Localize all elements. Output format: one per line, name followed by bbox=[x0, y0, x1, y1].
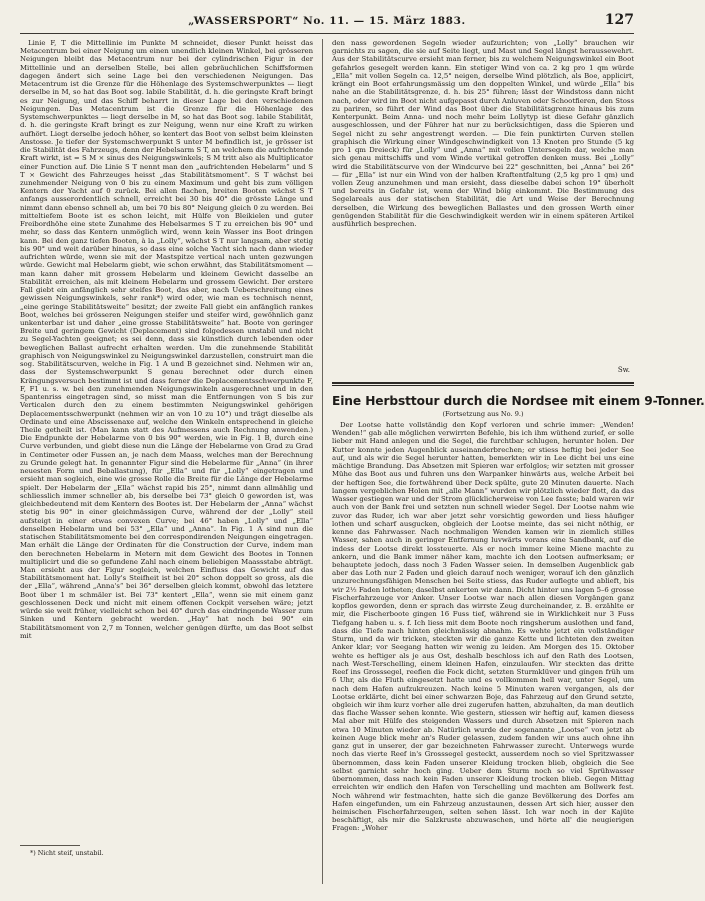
article-text: Der Lootse hatte vollständig den Kopf verloren und schrie immer: „Wenden! Wenden!“ gab alle möglichen verwirrten Befehle, bis ich ihm wüthend zurief, er solle lieber mit Hand anlegen und die Segel, die furchtbar schlugen, herunter holen. Der Kutter konnte jeden Augenblick auseinanderbrechen; er stiess heftig bei jeder See auf, und als wir die Segel herunter hatten, bemerkten wir in Lee dicht bei uns eine mächtige Brandung. Das Absetzen mit Spieren war erfolglos; wir setzten mit grosser Mühe das Boot aus und fuhren uns den Warpanker hinwärts aus, welche Arbeit bei der heftigen See, die fortwährend über Deck spülte, gute 20 Minuten dauerte. Nach langem vergeblichen Holen mit „alle Mann“ wurden wir plötzlich wieder flott, da das Wasser gestiegen war und der Strom glücklicherweise von Lee fasste; bald waren wir auch von der Bank frei und setzten nun schnell wieder Segel. Der Lootse nahm wie zuvor das Ruder, ich war aber jetzt sehr vorsichtig geworden und liess häufiger lothen und scharf ausgucken, obgleich der Lootse meinte, das sei nicht nöthig, er kenne das Fahrwasser. Nach nochmaligen Wenden kamen wir in ziemlich stilles Wasser, sahen auch in geringer Entfernung luvwärts vorans eine Sandbank, auf die indess der Lootse direkt lossteuerte. Als er noch immer keine Miene machte zu ankern, und die Bank immer näher kam, machte ich den Lootsen aufmerksam; er behauptete jedoch, dass noch 3 Faden Wasser seien. In demselben Augenblick gab aber das Loth nur 2 Faden und gleich darauf noch weniger, worauf ich den gänzlich unzurechnungsfähigen Menschen bei Seite stiess, das Ruder auflegte und ablieft, bis wir 2½ Faden lotheten; daselbst ankerten wir dann. Dicht hinter uns lagen 5–6 grosse Fischerfahrzeuge vor Anker. Unser Lootse war nach allen diesen Vorgängen ganz kopflos geworden, denn er sprach das wirrste Zeug durcheinander, z. B. erzählte er mir, die Fischerboote gingen 16 Fuss tief, während sie in Wirklichkeit nur 3 Fuss Tiefgang haben u. s. f. Ich liess mit dem Boote noch ringsherum auslothen und fand, dass die Tiefe nach hinten gleichmässig abnahm. Es wehte jetzt ein vollständiger Sturm, und da wir tricken, steckten wir die ganze Kette und lichteten den zweiten Anker klar; vor Seegang hatten wir wenig zu leiden. Am Morgen des 15. Oktober wehte es heftiger als je aus Ost, deshalb beschloss ich auf den Rath des Lootsen, nach West-Terschelling, einem kleinen Hafen, einzulaufen. Wir steckten das dritte Reef ins Grosssegel, reefien die Fock dicht, setzten Sturmklüver und gingen früh um 6 Uhr, als die Fluth eingesetzt hatte und es vollkommen hell war, unter Segel, um nach dem Hafen aufzukreuzen. Nach keine 5 Minuten waren vergangen, als der Lootse erklärte, dicht bei einer schwarzen Boje, das Fahrzeug auf den Grund setzte, obgleich wir ihm kurz vorher alle drei zugerufen hatten, abzuhalten, da man deutlich das flache Wasser sehen konnte. Wie gestern, stiessen wir heftig auf, kamen diesess Mal aber mit Hülfe des steigenden Wassers und durch Absetzen mit Spieren nach etwa 10 Minuten wieder ab. Natürlich wurde der sogenannte „Lootse“ von jetzt ab keinen Auge blick mehr an's Ruder gelassen, zudem fanden wir uns auch ohne ihn ganz gut in unserer, der gar bezeichneten Fahrwasser zurecht. Unterwegs wurde noch das vierte Reef in's Grosssegel gesteckt, ausserdem noch so viel Spritzwasser übernommen, dass kein Faden unserer Kleidung trocken blieb, obgleich die See selbst garnicht sehr hoch ging. Ueber dem Sturm noch so viel Sprühwasser übernommen, dass nach kein Faden unserer Kleidung trocken blieb. Gegen Mittag erreichten wir endlich den Hafen von Terschelling und machten am Bollwerk fest. Noch während wir festmachten, hatte sich die ganze Bevölkerung des Dorfes am Hafen eingefunden, um ein Fahrzeug anzustaunen, dessen Art sich hier, ausser den heimischen Fischerfahrzeugen, selten sehen lässt. Ich war noch in der Kajüte beschäftigt, als mir die Salzkruste abzuwaschen, und hörte all' die neugierigen Fragen: „Woher bbox=[332, 421, 634, 833]
footnote: *) Nicht steif, unstabil. bbox=[30, 849, 104, 857]
left-column-text: Linie F, T die Mittellinie im Punkte M schneidet, dieser Punkt heisst das Metacentrum bei einer Neigung um einen unendlich kleinen Winkel, bei grösseren Neigungen bleibt das Metacentrum nur bei der cylindrischen Figur in der Mittellinie und an derselben Stelle, bei allen gebräuchlichen Schiffsformen dagegen ändert sich seine Lage bei den verschiedenen Neigungen. Das Metacentrum ist die Grenze für die Höhenlage des Systemschwerpunktes — liegt derselbe in M, so hat das Boot sog. labile Stabilität, d. h. die geringste Kraft bringt es zur Neigung, und das Schiff beharrt in dieser Lage bei den verschiedenen Neigungen. Das Metacentrum ist die Grenze für die Höhenlage des Systemschwerpunktes — liegt derselbe in M, so hat das Boot sog. labile Stabilität, d. h. die geringste Kraft bringt es zur Neigung, wenn nur eine Kraft zu wirken aufhört. Liegt derselbe jedoch höher, so kentert das Boot von selbst beim kleinsten Anstosse. Je tiefer der Systemschwerpunkt S unter M befindlich ist, je grösser ist die Stabilität des Fahrzeugs, denn der Hebelsarm S T, an welchem die aufrichtende Kraft wirkt, ist = S M × sinus des Neigungswinkels; S M tritt also als Multiplicator einer Function auf. Die Linie S T nennt man den „aufrichtenden Hebelarm“ und S T × Gewicht des Fahrzeuges heisst „das Stabilitätsmoment“. S T wächst bei zunehmender Neigung von 0 bis zu einem Maximum und geht bis zum völligen Kentern der Yacht auf 0 zurück. Bei allen flachen, breiten Booten wächst S T anfangs ausserordentlich schnell, erreicht bei 30 bis 40° die grösste Länge und nimmt dann ebenso schnell ab, um bei 70 bis 80° Neigung gleich 0 zu werden. Bei mitteltiefem Boote ist es schon leicht, mit Hülfe von Bleikielen und guter Freibordhöhe eine stete Zunahme des Hebelsarmes S T zu erreichen bis 90° und mehr, so dass das Kentern unmöglich wird, wenn kein Wasser ins Boot dringen kann. Bei den ganz tiefen Booten, à la „Lolly“, wächst S T nur langsam, aber stetig bis 90° und weit darüber hinaus, so dass eine solche Yacht sich nach dann wieder aufrichten würde, wenn sie mit der Mastspitze vertical nach unten gezwungen würde. Gewicht mal Hebelarm giebt, wie schon erwähnt, das Stabilitätsmoment — man kann daher mit grossem Hebelarm und kleinem Gewicht dasselbe an Stabilität erreichen, als mit kleinem Hebelarm und grossem Gewicht. Der erstere Fall giebt ein anfänglich sehr steifes Boot, das aber, nach Ueberschreitung eines gewissen Neigungswinkels, sehr rank*) wird oder, wie man es technisch nennt, „eine geringe Stabilitätsweite“ besitzt; der zweite Fall giebt ein anfänglich rankes Boot, welches bei grösseren Neigungen steifer und steifer wird, gewöhnlich ganz unkenterbar ist und daher „eine grosse Stabilitätsweite“ hat. Boote von geringer Breite und geringem Gewicht (Deplacement) sind folgedessen unstabil und nicht zu Segel-Yachten geeignet; es sei denn, dass sie künstlich durch lebenden oder beweglichen Ballast aufrecht erhalten werden. Um die zunehmende Stabilität graphisch von Neigungswinkel zu Neigungswinkel darzustellen, construirt man die sog. Stabilitätscurven, welche in Fig. 1 A und B gezeichnet sind. Nehmen wir an, dass der Systemschwerpunkt S genau berechnet oder durch einen Krängungsversuch bestimmt ist und dass ferner die Deplacementsschwerpunkte F, F, F1 u. s. w. bei den zunehmenden Neigungswinkeln ausgerechnet und in den Spantenriss eingetragen sind, so misst man die Entfernungen von S bis zur Verticalen durch den zu einem bestimmten Neigungswinkel gehörigen Deplacementsschwerpunkt (nehmen wir an von 10 zu 10°) und trägt dieselbe als Ordinate und eine Abscissenaxe auf, welche den Winkeln entsprechend in gleiche Theile getheilt ist. (Man kann statt des Aufmessens auch Rechnung anwenden.) Die Endpunkte der Hebelarme von 0 bis 90° werden, wie in Fig. 1 B, durch eine Curve verbunden, und giebt diese nun die Länge der Hebelarme von Grad zu Grad in Centimeter oder Fussen an, je nach dem Maass, welches man der Berechnung zu Grunde gelegt hat. In genannter Figur sind die Hebelarme für „Anna“ (in ihrer neuesten Form und Beballastung), für „Ella“ und für „Lolly“ eingetragen und ersieht man sogleich, eine wie grosse Rolle die Breite für die Länge der Hebelarme spielt. Der Hebelarm der „Ella“ wächst rapid bis 25°, nimmt dann allmählig und schliesslich immer schneller ab, bis derselbe bei 73° gleich 0 geworden ist, was gleichbedeutend mit dem Kentern des Bootes ist. Der Hebelarm der „Anna“ wächst stetig bis 90° in einer gleichmässigen Curve, während der der „Lolly“ steil aufsteigt in einer etwas convexen Curve; bei 46° haben „Lolly“ und „Ella“ denselben Hebelarm und bei 53° „Ella“ und „Anna“. In Fig. 1 A sind nun die statischen Stabilitätsmomente bei den correspondirenden Neigungen eingetragen. Man erhält die Länge der Ordinaten für die Construction der Curve, indem man den berechneten Hebelarm in Metern mit dem Gewicht des Bootes in Tonnen multiplicirt und die so gefundene Zahl nach einem beliebigen Maassstabe abträgt. Man ersieht aus der Figur sogleich, welchen Einfluss das Gewicht auf das Stabilitätsmoment hat. Lolly's Steifheit ist bei 20° schon doppelt so gross, als die der „Ella“, während „Anna's“ bei 36° derselben gleich kommt, obwohl das letztere Boot über 1 m schmäler ist. Bei 73° kentert „Ella“, wenn sie mit einem ganz geschlossenen Deck und nicht mit einem offenen Cockpit versehen wäre; jetzt würde sie weit früher, vielleicht schon bei 40° durch das eindringende Wasser zum Sinken und Kentern gebracht werden. „Hay“ hat noch bei 90° ein Stabilitätsmoment von 2,7 m Tonnen, welcher genügen dürfte, um das Boot selbst mit bbox=[20, 39, 314, 640]
article-title: Eine Herbsttour durch die Nordsee mit einem 9-Tonner. bbox=[332, 394, 705, 408]
two-column-body bbox=[20, 39, 705, 901]
left-column bbox=[20, 39, 313, 901]
page-number: 127 bbox=[604, 12, 634, 28]
stability-article-conclusion: den nass gewordenen Segeln wieder aufzurichten; von „Lolly“ brauchen wir garnichts zu sagen, die sie auf Seite liegt, und Mast und Segel längst heraussewehrt. Aus der Stabilitätscurve ersieht man ferner, bis zu welchem Neigungswinkel ein Boot gefahrlos gesegelt werden kann. Ein stetiger Wind von ca. 2 kg pro 1 qm würde „Ella“ mit vollen Segeln ca. 12,5° neigen, derselbe Wind plötzlich, als Boe, applicirt, krängt ein Boot erfahrungsmässig um den doppelten Winkel, und würde „Ella“ bis nahe an die Stabilitätsgrenze, d. h. bis 25° führen; lässt der Windstoss dann nicht nach, oder wird im Boot nicht aufgepasst durch Anluven oder Schootfieren, den Stoss zu pariren, so führt der Wind das Boot über die Stabilitätsgrenze hinaus bis zum Kenterpunkt. Beim Anna- und noch mehr beim Lollytyp ist diese Gefahr gänzlich ausgeschlossen, und der Führer hat nur zu berücksichtigen, dass die Spieren und Segel nicht zu sehr angestrengt werden. — Die fein punktirten Curven stellen graphisch die Wirkung einer Windgeschwindigkeit von 13 Knoten pro Stunde (5 kg pro 1 qm Dreieck) für „Lolly“ und „Anna“ mit vollen Untersegeln dar, welche man sich genau mittschiffs und vom Winde vertikal getroffen denken muss. Bei „Lolly“ wird die Stabilitätscurve von der Windcurve bei 22° geschnitten, bei „Anna“ bei 26° — für „Ella“ ist nur ein Wind von der halben Kraftentfaltung (2,5 kg pro 1 qm) und vollen Zeug anzunehmen und man ersieht, dass dieselbe dabei schon 19° überholt und bereits in Gefahr ist, wenn der Wind böig einkommt. Die Bestimmung des Segelareals aus der statischen Stabilität, die Art und Weise der Berechnung derselben, die Wirkung des beweglichen Ballastes und den grossen Werth einer genügenden Stabilität für die Geschwindigkeit werden wir in einem späteren Artikel ausführlich besprechen. bbox=[332, 39, 634, 229]
footnote-rule bbox=[20, 845, 80, 846]
right-column bbox=[332, 39, 705, 901]
page-header bbox=[20, 12, 634, 34]
journal-header-title: „WASSERSPORT“ No. 11. — 15. März 1883. bbox=[188, 15, 466, 27]
column-divider bbox=[322, 39, 323, 884]
article-subtitle: (Fortsetzung aus No. 9.) bbox=[442, 410, 524, 418]
article-separator bbox=[332, 382, 634, 384]
author-signature: Sw. bbox=[617, 366, 630, 374]
